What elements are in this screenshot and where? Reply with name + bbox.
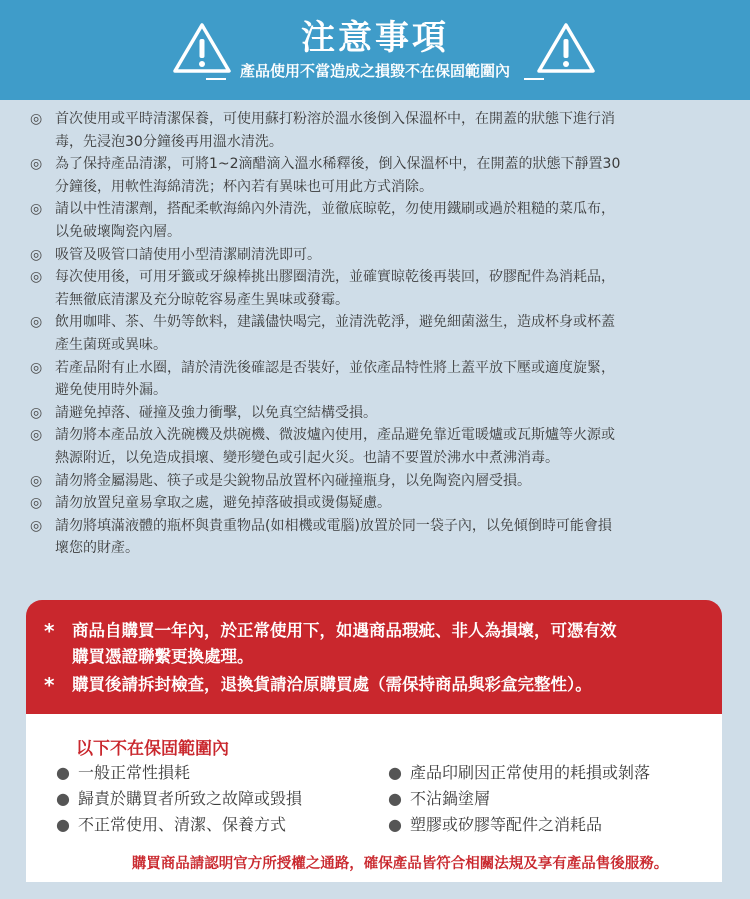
care-note-line: 分鐘後，用軟性海綿清洗；杯內若有異味也可用此方式消除。: [55, 178, 433, 195]
bullet-dot-icon: ●: [56, 789, 70, 808]
page-subtitle: 產品使用不當造成之損毀不在保固範圍內: [239, 62, 510, 80]
care-note: [30, 424, 722, 469]
care-note: [30, 402, 722, 425]
exclusion-label: 不正常使用、清潔、保養方式: [78, 815, 287, 834]
exclusion-item: [56, 812, 302, 838]
care-note: [30, 153, 722, 198]
exclusion-label: 不沾鍋塗層: [410, 789, 491, 808]
exclusion-item: [388, 760, 650, 786]
circle-bullet-icon: ◎: [30, 495, 43, 512]
warranty-line: 購買憑證聯繫更換處理。: [72, 647, 254, 666]
care-note-line: 飲用咖啡、茶、牛奶等飲料，建議儘快喝完，並清洗乾淨，避免細菌滋生，造成杯身或杯蓋: [55, 314, 615, 331]
care-note-line: 請勿將金屬湯匙、筷子或是尖銳物品放置杯內碰撞瓶身，以免陶瓷內層受損。: [55, 472, 531, 489]
care-note: [30, 492, 722, 515]
circle-bullet-icon: ◎: [30, 359, 43, 376]
exclusion-label: 一般正常性損耗: [78, 763, 191, 782]
bullet-dot-icon: ●: [388, 789, 402, 808]
care-note-line: 請以中性清潔劑，搭配柔軟海綿內外清洗，並徹底晾乾，勿使用鐵刷或過於粗糙的菜瓜布，: [55, 201, 615, 218]
care-note-line: 每次使用後，可用牙籤或牙線棒挑出膠圈清洗，並確實晾乾後再裝回，矽膠配件為消耗品，: [55, 269, 615, 286]
care-note: [30, 198, 722, 243]
exclusions-box: [26, 714, 722, 882]
exclusions-title: 以下不在保固範圍內: [76, 739, 229, 759]
care-note-line: 壞您的財產。: [55, 540, 139, 557]
care-note: [30, 244, 722, 267]
care-note-line: 避免使用時外漏。: [55, 382, 167, 399]
bullet-dot-icon: ●: [56, 763, 70, 782]
circle-bullet-icon: ◎: [30, 201, 43, 218]
warranty-box: [26, 600, 722, 714]
care-note-line: 若無徹底清潔及充分晾乾容易產生異味或發霉。: [55, 291, 349, 308]
care-note-line: 請勿將本產品放入洗碗機及烘碗機、微波爐內使用，產品避免靠近電暖爐或瓦斯爐等火源或: [55, 427, 615, 444]
care-note-line: 若產品附有止水圈，請於清洗後確認是否裝好，並依產品特性將上蓋平放下壓或適度旋緊，: [55, 359, 615, 376]
header-banner: [0, 0, 750, 100]
care-note: [30, 357, 722, 402]
circle-bullet-icon: ◎: [30, 111, 43, 127]
care-note-line: 請勿將填滿液體的瓶杯與貴重物品(如相機或電腦)放置於同一袋子內，以免傾倒時可能會損: [55, 517, 612, 534]
warranty-line: 購買後請拆封檢查，退換貨請洽原購買處（需保持商品與彩盒完整性）。: [72, 675, 592, 694]
warranty-line: 商品自購買一年內，於正常使用下，如遇商品瑕疵、非人為損壞，可憑有效: [72, 621, 617, 640]
warranty-item: [44, 618, 742, 670]
care-note: [30, 311, 722, 356]
warranty-item: [44, 672, 742, 698]
care-notes-list: [30, 108, 722, 560]
exclusions-list-right: [388, 760, 650, 838]
care-note-line: 以免破壞陶瓷內層。: [55, 223, 181, 240]
care-note-line: 吸管及吸管口請使用小型清潔刷清洗即可。: [55, 246, 321, 263]
circle-bullet-icon: ◎: [30, 156, 43, 173]
circle-bullet-icon: ◎: [30, 472, 43, 489]
exclusion-item: [388, 786, 650, 812]
exclusion-label: 產品印刷因正常使用的耗損或剝落: [410, 763, 651, 782]
circle-bullet-icon: ◎: [30, 404, 43, 421]
exclusion-item: [56, 760, 302, 786]
care-note: [30, 108, 722, 153]
circle-bullet-icon: ◎: [30, 427, 43, 444]
care-note-line: 請避免掉落、碰撞及強力衝擊，以免真空結構受損。: [55, 404, 377, 421]
circle-bullet-icon: ◎: [30, 517, 43, 534]
page-title: 注意事項: [301, 18, 449, 58]
care-note-line: 請勿放置兒童易拿取之處，避免掉落破損或燙傷疑慮。: [55, 495, 391, 512]
official-channel-note: 購買商品請認明官方所授權之通路，確保產品皆符合相關法規及享有產品售後服務。: [131, 856, 669, 872]
asterisk-icon: *: [44, 619, 55, 643]
circle-bullet-icon: ◎: [30, 269, 43, 286]
care-note-line: 毒，先浸泡30分鐘後再用溫水清洗。: [55, 133, 283, 150]
care-note-line: 為了保持產品清潔，可將1~2滴醋滴入溫水稀釋後，倒入保溫杯中，在開蓋的狀態下靜置30: [55, 156, 621, 173]
exclusion-item: [388, 812, 650, 838]
bullet-dot-icon: ●: [56, 815, 70, 834]
asterisk-icon: *: [44, 673, 55, 697]
care-note: [30, 515, 722, 560]
care-note: [30, 266, 722, 311]
care-note-line: 首次使用或平時清潔保養，可使用蘇打粉溶於溫水後倒入保溫杯中，在開蓋的狀態下進行消: [55, 111, 615, 127]
care-note-line: 產生菌斑或異味。: [55, 336, 167, 353]
circle-bullet-icon: ◎: [30, 314, 43, 331]
bullet-dot-icon: ●: [388, 815, 402, 834]
circle-bullet-icon: ◎: [30, 246, 43, 263]
exclusions-list-left: [56, 760, 302, 838]
exclusion-label: 歸責於購買者所致之故障或毀損: [78, 789, 303, 808]
care-note: [30, 470, 722, 493]
exclusion-label: 塑膠或矽膠等配件之消耗品: [410, 815, 603, 834]
bullet-dot-icon: ●: [388, 763, 402, 782]
care-note-line: 熱源附近，以免造成損壞、變形變色或引起火災。也請不要置於沸水中煮沸消毒。: [55, 449, 559, 466]
exclusion-item: [56, 786, 302, 812]
